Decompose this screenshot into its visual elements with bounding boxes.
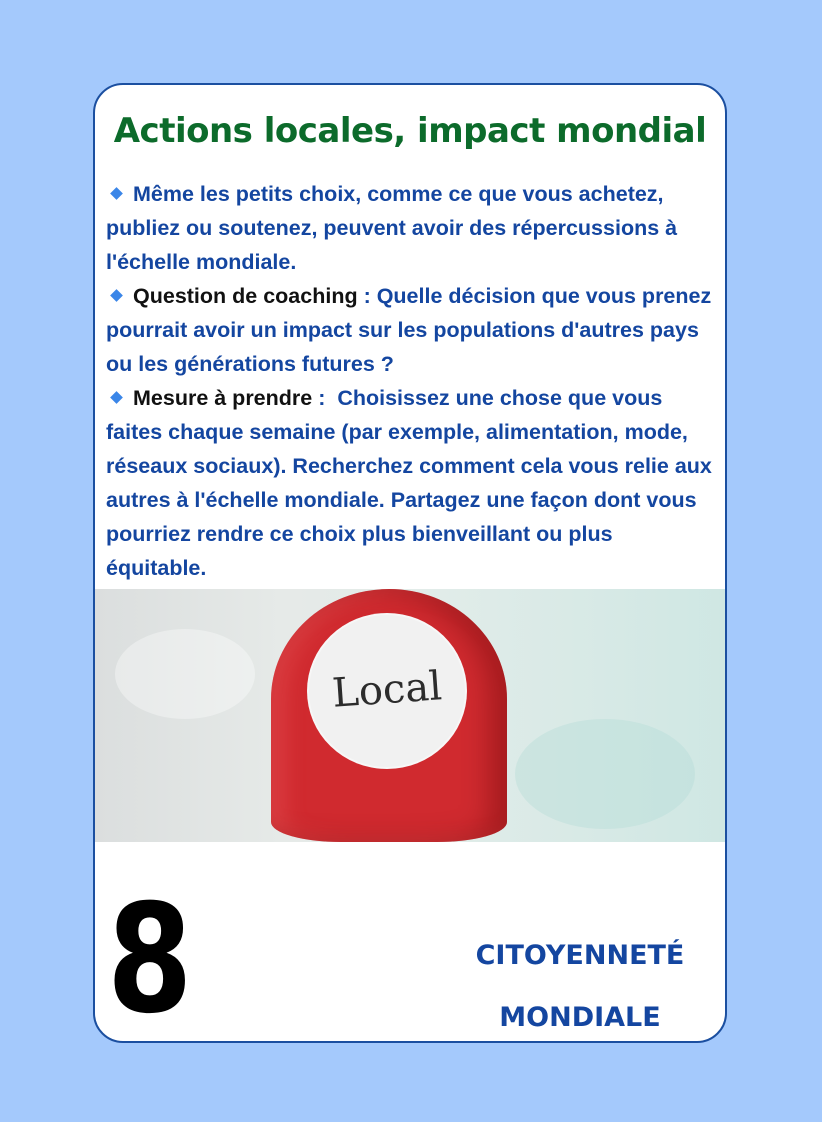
card — [93, 83, 727, 1043]
bullet-item — [106, 279, 717, 381]
bullet-item — [106, 381, 717, 585]
map-pin-center — [309, 615, 465, 767]
bullet-item — [106, 177, 717, 279]
bullet-separator: : — [312, 386, 338, 410]
bullet-text: Choisissez une chose que vous faites chaque semaine (par exemple, alimentation, mode, réseaux sociaux). Recherchez comment cela vous relie aux autres à l'échelle mondiale. Partagez une façon dont vous pourriez rendre ce choix plus bienveillant ou plus équitable. — [106, 386, 712, 580]
photo-background-blur — [515, 719, 695, 829]
bullet-text: Même les petits choix, comme ce que vous achetez, publiez ou soutenez, peuvent avoir des répercussions à l'échelle mondiale. — [106, 182, 678, 274]
card-number: 8 — [107, 873, 193, 1043]
bullet-separator: : — [357, 284, 377, 308]
local-pin-photo — [95, 589, 725, 842]
bullet-lead: Mesure à prendre — [133, 386, 313, 410]
category-label — [455, 925, 705, 1043]
photo-background-blur — [115, 629, 255, 719]
pin-label: Local — [330, 663, 444, 717]
diamond-bullet-icon — [110, 391, 123, 404]
card-title: Actions locales, impact mondial — [113, 111, 707, 151]
map-pin-icon — [271, 589, 507, 842]
diamond-bullet-icon — [110, 289, 123, 302]
bullet-lead: Question de coaching — [133, 284, 358, 308]
diamond-bullet-icon — [110, 187, 123, 200]
category-line-2: MONDIALE — [499, 1002, 661, 1033]
bullet-text: Quelle décision que vous prenez pourrait avoir un impact sur les populations d'autres pays ou les générations futures ? — [106, 284, 712, 376]
card-body — [106, 177, 717, 585]
category-line-1: CITOYENNETÉ — [475, 940, 685, 971]
